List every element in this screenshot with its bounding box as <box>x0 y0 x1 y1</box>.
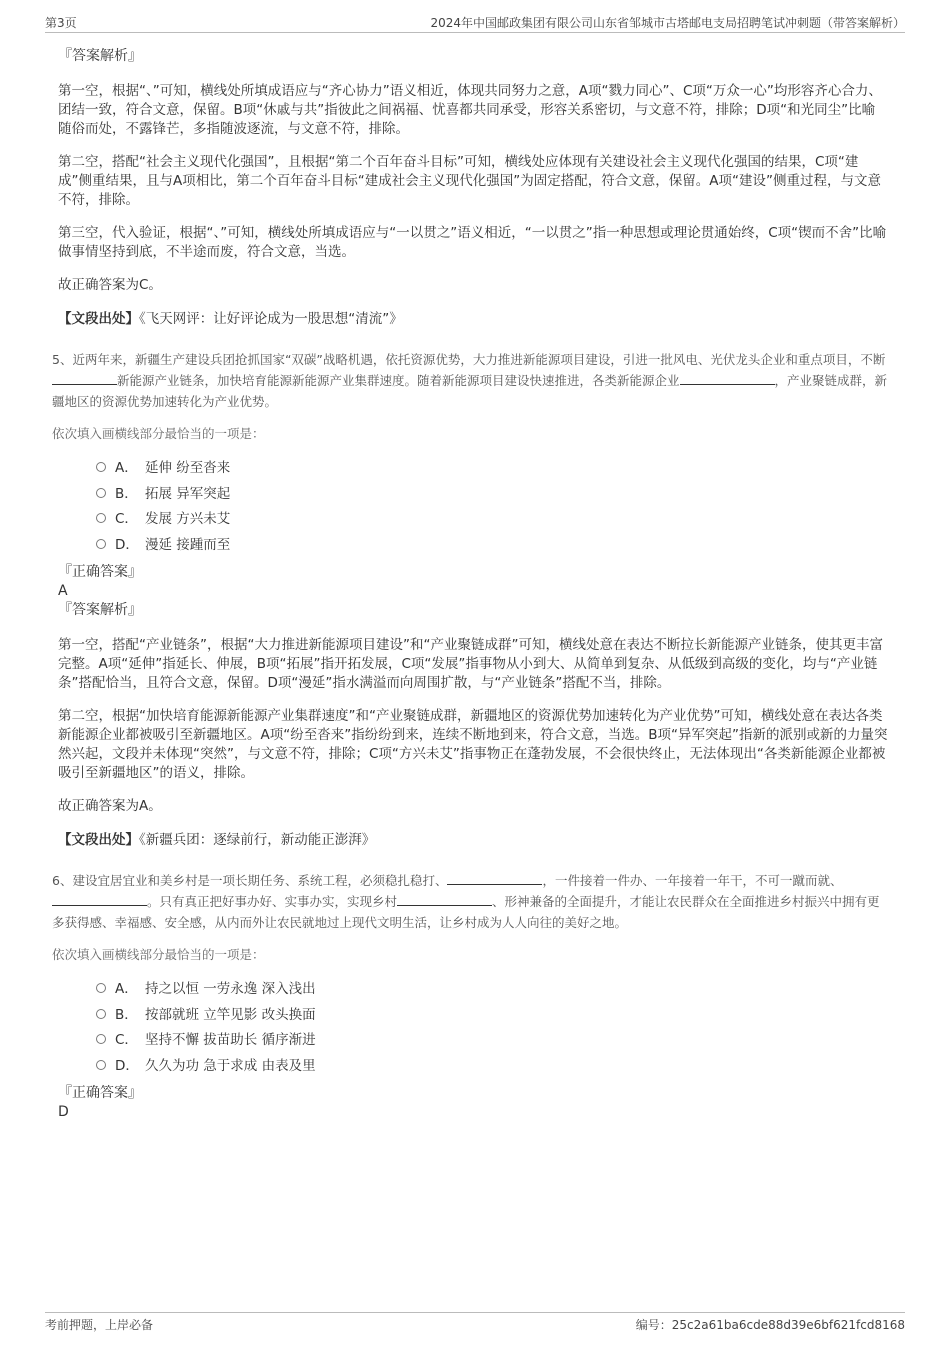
option-key: D． <box>115 536 139 553</box>
q5-option-d[interactable] <box>96 533 888 559</box>
q5-correct-answer: A <box>58 583 68 599</box>
q5-analysis-p1: 第一空，搭配“产业链条”，根据“大力推进新能源项目建设”和“产业聚链成群”可知，横线处意在表达不断拉长新能源产业链条，使其更丰富完整。A项“延伸”指延长、伸展，B项“拓展”指开拓发展，C项“发展”指事物从小到大、从简单到复杂、从低级到高级的变化，均与“产业链条”搭配恰当，且符合文意，保留。D项“漫延”指水满溢而向周围扩散，与“产业链条”搭配不当，排除。 <box>58 637 883 691</box>
q5-source-title: 《新疆兵团：逐绿前行，新动能正澎湃》 <box>139 832 376 848</box>
q6-prompt: 依次填入画横线部分最恰当的一项是： <box>52 947 265 962</box>
option-text: 按部就班 立竿见影 改头换面 <box>145 1006 316 1023</box>
radio-icon[interactable] <box>96 513 106 523</box>
q5-blank-1 <box>52 370 117 385</box>
q5-analysis-label: 『答案解析』 <box>58 602 142 618</box>
q6-option-d[interactable] <box>96 1054 888 1080</box>
q4-analysis-label: 『答案解析』 <box>58 48 142 64</box>
q4-source <box>58 309 888 329</box>
q5-prompt: 依次填入画横线部分最恰当的一项是： <box>52 426 265 441</box>
q6-question-text <box>52 870 888 933</box>
q5-source-label: 【文段出处】 <box>58 832 139 848</box>
radio-icon[interactable] <box>96 1009 106 1019</box>
footer-code-label: 编号： <box>635 1318 672 1332</box>
q5-analysis-p2: 第二空，根据“加快培育能源新能源产业集群速度”和“产业聚链成群，新疆地区的资源优势加速转化为产业优势”可知，横线处意在表达各类新能源企业都被吸引至新疆地区。A项“纷至沓来”指纷纷到来，连续不断地到来，符合文意，当选。B项“异军突起”指新的派别或新的力量突然兴起，文段并未体现“突然”，与文意不符，排除；C项“方兴未艾”指事物正在蓬勃发展，不会很快终止，无法体现出“各类新能源企业都被吸引至新疆地区”的语义，排除。 <box>58 708 888 781</box>
q6-correct-label: 『正确答案』 <box>58 1085 142 1101</box>
option-key: C． <box>115 511 138 527</box>
footer-code-value: 25c2a61ba6cde88d39e6bf621fcd8168 <box>671 1318 905 1332</box>
option-text: 拓展 异军突起 <box>145 485 231 502</box>
q5-option-c[interactable] <box>96 507 888 533</box>
option-text: 坚持不懈 拔苗助长 循序渐进 <box>145 1032 316 1048</box>
document-body <box>52 46 888 1121</box>
q6-text-part-c: 。只有真正把好事办好、实事办实，实现乡村 <box>147 894 398 909</box>
option-text: 持之以恒 一劳永逸 深入浅出 <box>145 981 316 997</box>
page-number: 第3页 <box>45 16 77 30</box>
q5-text-part-b: 新能源产业链条，加快培育能源新能源产业集群速度。随着新能源项目建设快速推进，各类新能源企业 <box>117 373 680 388</box>
q6-blank-1 <box>447 870 542 885</box>
q6-text-part-d: 、形神兼备的全面提升，才能让农民群众在全面推进乡村振兴中拥有更多获得感、幸福感、安全感，从内而外让农民就地过上现代文明生活，让乡村成为人人向往的美好之地。 <box>52 894 880 930</box>
q6-option-c[interactable] <box>96 1028 888 1054</box>
option-text: 发展 方兴未艾 <box>145 511 231 527</box>
q4-analysis-p2: 第二空，搭配“社会主义现代化强国”，且根据“第二个百年奋斗目标”可知，横线处应体现有关建设社会主义现代化强国的结果，C项“建成”侧重结果，且与A项相比，第二个百年奋斗目标“建成社会主义现代化强国”为固定搭配，符合文意，保留。A项“建设”侧重过程，与文意不符，排除。 <box>58 154 881 208</box>
q5-question-text <box>52 349 888 412</box>
footer-code <box>636 1316 905 1333</box>
q6-correct-answer: D <box>58 1104 69 1120</box>
q5-blank-2 <box>680 370 775 385</box>
option-text: 久久为功 急于求成 由表及里 <box>145 1057 316 1074</box>
radio-icon[interactable] <box>96 983 106 993</box>
page-footer <box>45 1312 905 1333</box>
q5-options <box>96 456 888 558</box>
radio-icon[interactable] <box>96 539 106 549</box>
option-text: 延伸 纷至沓来 <box>145 460 231 476</box>
q5-text-part-a: 5、近两年来，新疆生产建设兵团抢抓国家“双碳”战略机遇，依托资源优势，大力推进新能源项目建设，引进一批风电、光伏龙头企业和重点项目，不断 <box>52 352 886 367</box>
q6-text-part-a: 6、建设宜居宜业和美乡村是一项长期任务、系统工程，必须稳扎稳打、 <box>52 873 448 888</box>
option-text: 漫延 接踵而至 <box>145 536 231 553</box>
q5-text-part-c: ，产业聚链成群，新疆地区的资源优势加速转化为产业优势。 <box>52 373 888 409</box>
q6-blank-2 <box>52 891 147 906</box>
radio-icon[interactable] <box>96 462 106 472</box>
page-header <box>45 12 905 33</box>
q4-conclusion: 故正确答案为C。 <box>58 277 162 293</box>
radio-icon[interactable] <box>96 1060 106 1070</box>
footer-slogan: 考前押题，上岸必备 <box>45 1318 154 1332</box>
q4-source-label: 【文段出处】 <box>58 311 139 327</box>
option-key: B． <box>115 1006 138 1023</box>
document-title: 2024年中国邮政集团有限公司山东省邹城市古塔邮电支局招聘笔试冲刺题（带答案解析） <box>430 16 905 30</box>
radio-icon[interactable] <box>96 1034 106 1044</box>
q6-blank-3 <box>397 891 492 906</box>
option-key: C． <box>115 1032 138 1048</box>
q5-source <box>58 830 888 850</box>
q5-conclusion: 故正确答案为A。 <box>58 798 162 814</box>
q4-source-title: 《飞天网评：让好评论成为一股思想“清流”》 <box>139 311 403 327</box>
option-key: A． <box>115 460 138 476</box>
q4-analysis-p1: 第一空，根据“、”可知，横线处所填成语应与“齐心协力”语义相近，体现共同努力之意，A项“戮力同心”、C项“万众一心”均形容齐心合力、团结一致，符合文意，保留。B项“休戚与共”指彼此之间祸福、忧喜都共同承受，形容关系密切，与文意不符，排除；D项“和光同尘”比喻随俗而处，不露锋芒，多指随波逐流，与文意不符，排除。 <box>58 83 882 137</box>
q5-correct-label: 『正确答案』 <box>58 564 142 580</box>
q6-option-b[interactable] <box>96 1003 888 1029</box>
q4-analysis-p3: 第三空，代入验证，根据“、”可知，横线处所填成语应与“一以贯之”语义相近，“一以贯之”指一种思想或理论贯通始终，C项“锲而不舍”比喻做事情坚持到底，不半途而废，符合文意，当选。 <box>58 225 887 260</box>
q6-option-a[interactable] <box>96 977 888 1003</box>
q6-text-part-b: ，一件接着一件办、一年接着一年干，不可一蹴而就、 <box>542 873 843 888</box>
option-key: D． <box>115 1057 139 1074</box>
q5-option-a[interactable] <box>96 456 888 482</box>
option-key: A． <box>115 981 138 997</box>
q6-options <box>96 977 888 1079</box>
option-key: B． <box>115 485 138 502</box>
q5-option-b[interactable] <box>96 482 888 508</box>
radio-icon[interactable] <box>96 488 106 498</box>
